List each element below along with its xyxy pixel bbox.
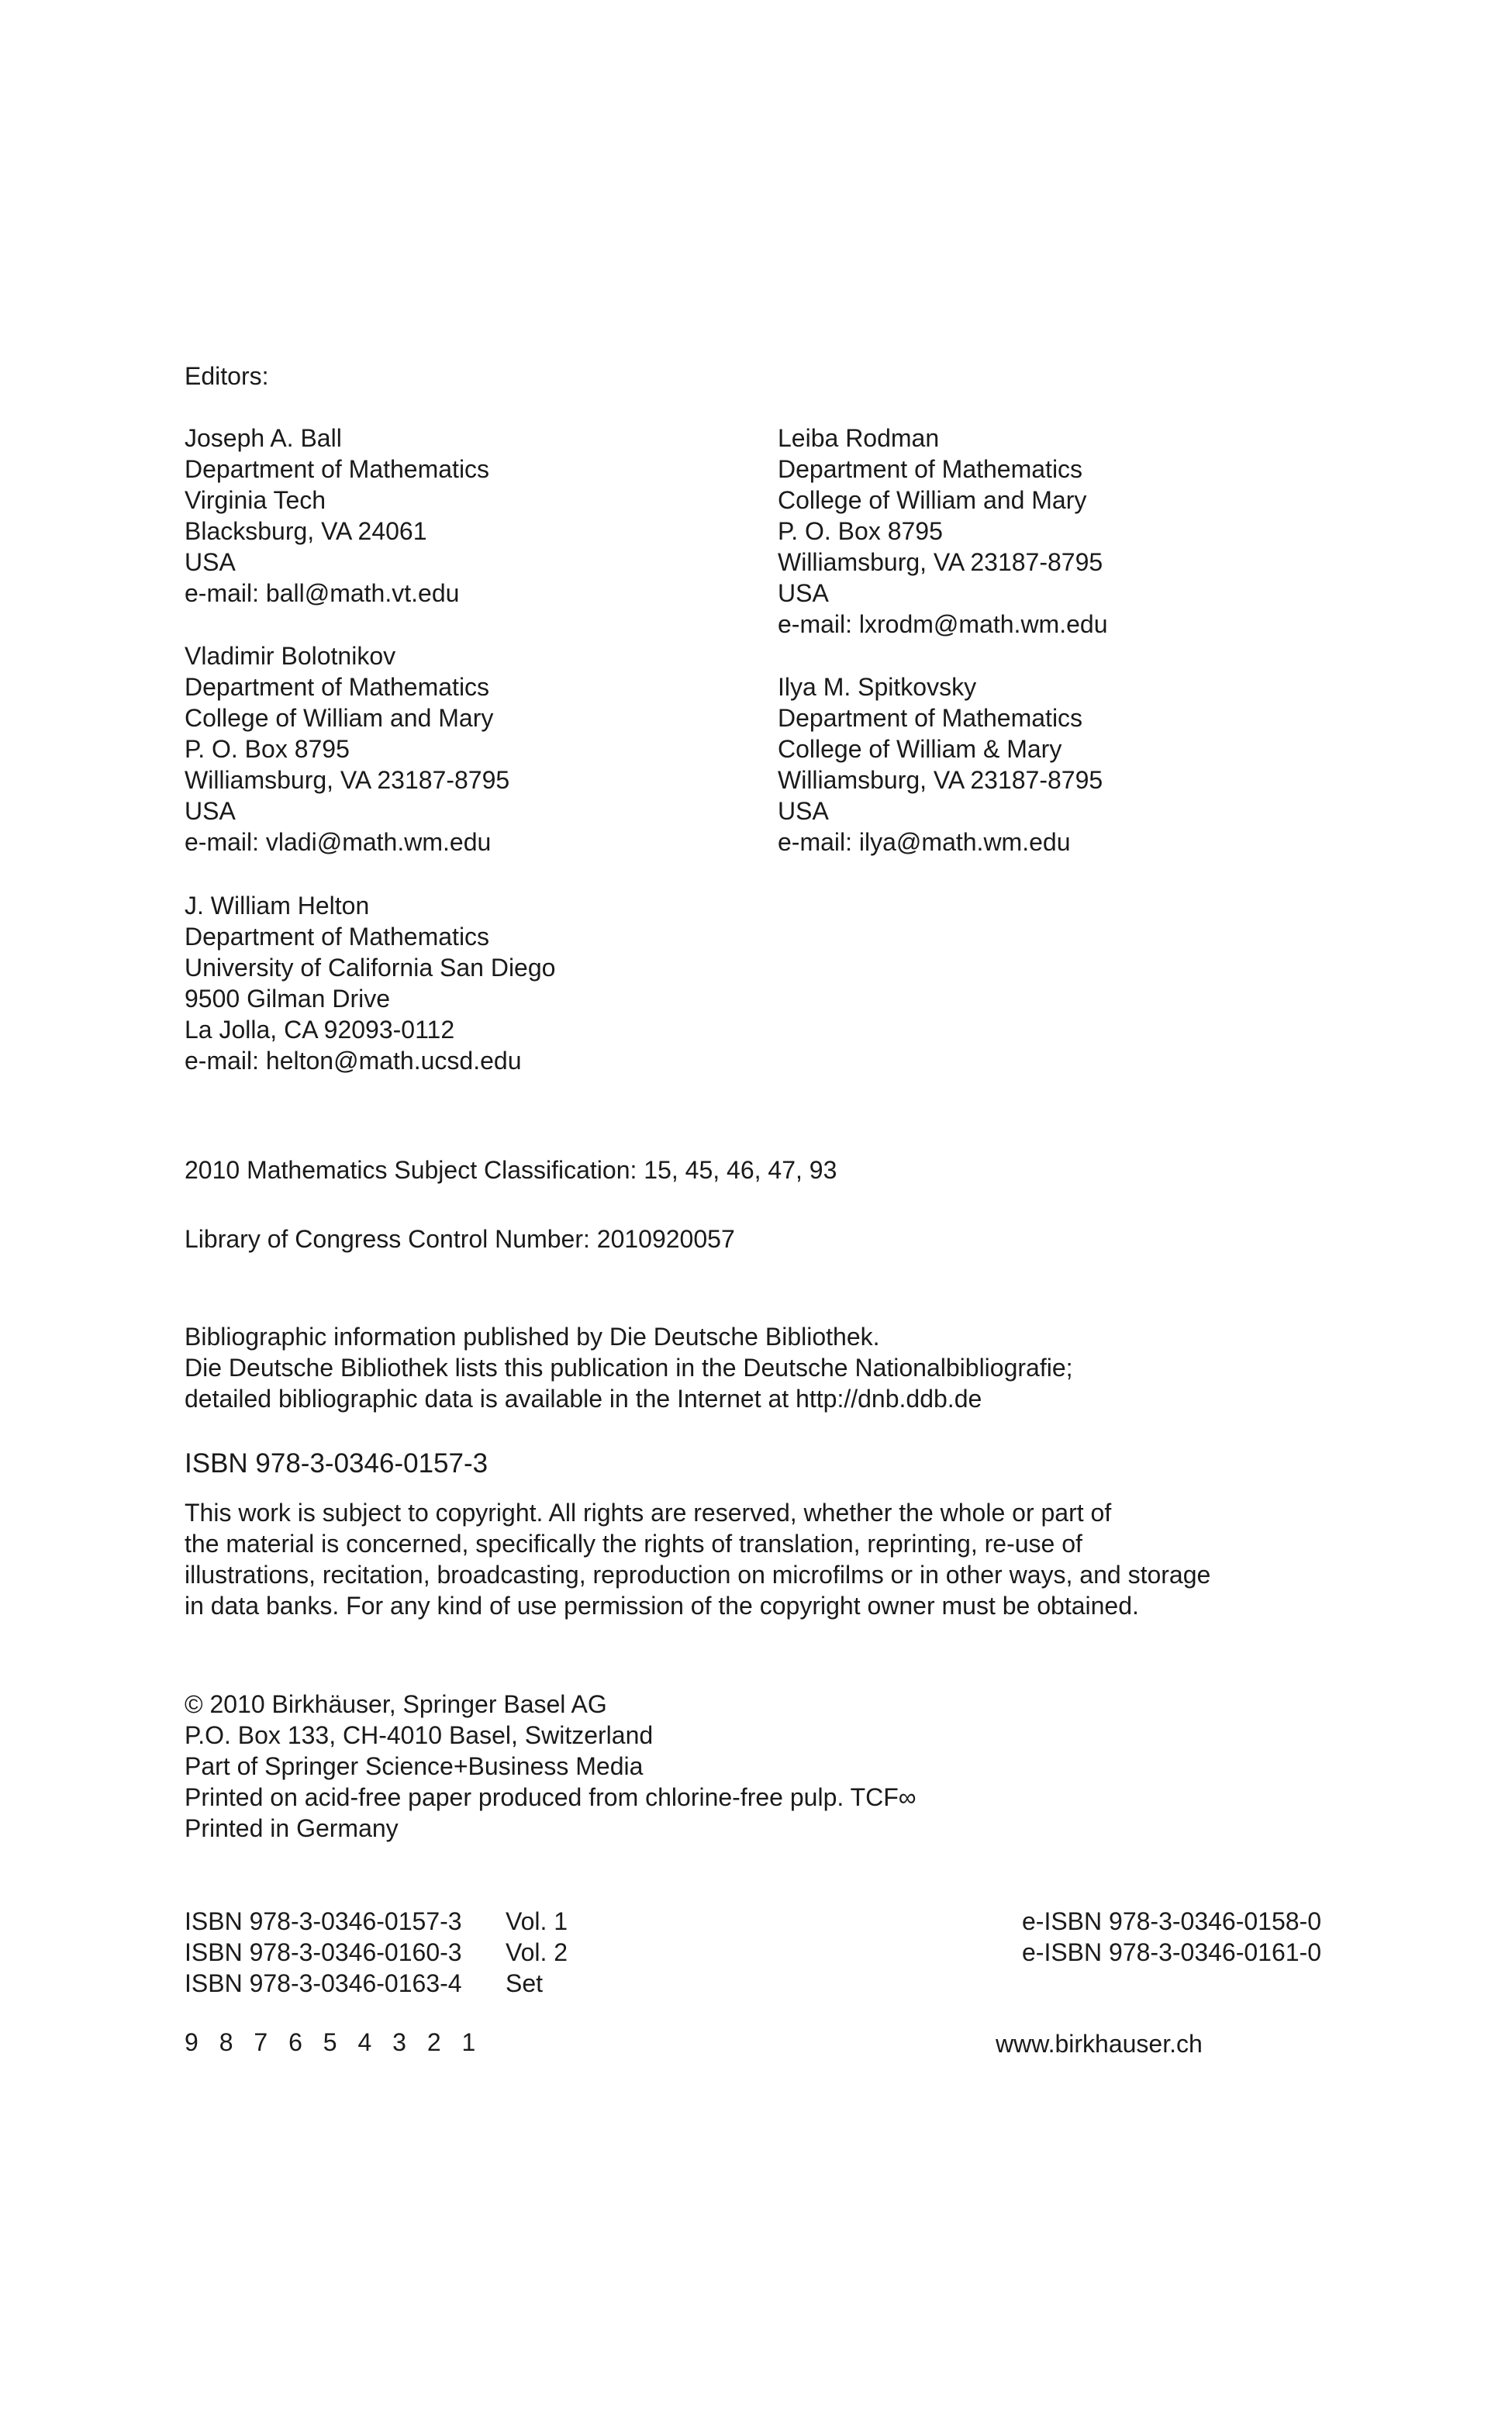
editor-email: e-mail: lxrodm@math.wm.edu xyxy=(778,610,1108,638)
editor-address-line: Blacksburg, VA 24061 xyxy=(185,517,427,545)
editor-email: e-mail: vladi@math.wm.edu xyxy=(185,828,492,856)
isbn-volume: Set xyxy=(506,1969,544,1997)
isbn-row xyxy=(185,1968,568,1999)
isbn-main: ISBN 978-3-0346-0157-3 xyxy=(185,1448,488,1479)
editor-address-line: Department of Mathematics xyxy=(185,923,490,951)
biblio-line: Bibliographic information published by Die Deutsche Bibliothek. xyxy=(185,1323,880,1351)
editor-address-line: Department of Mathematics xyxy=(778,704,1083,732)
editor-address-line: Department of Mathematics xyxy=(778,455,1083,483)
notice-line: This work is subject to copyright. All rights are reserved, whether the whole or part of xyxy=(185,1499,1112,1527)
publisher-line: Part of Springer Science+Business Media xyxy=(185,1752,644,1780)
editor-address-line: Williamsburg, VA 23187-8795 xyxy=(185,766,510,794)
isbn-number: ISBN 978-3-0346-0163-4 xyxy=(185,1969,462,1997)
editor-name: Ilya M. Spitkovsky xyxy=(778,673,977,701)
editor-address-line: P. O. Box 8795 xyxy=(185,735,350,763)
editor-address-line: Department of Mathematics xyxy=(185,673,490,701)
bibliographic-info xyxy=(185,1321,1073,1414)
editor-address-line: Williamsburg, VA 23187-8795 xyxy=(778,548,1103,576)
editor-address-line: College of William & Mary xyxy=(778,735,1062,763)
editor-address-line: P. O. Box 8795 xyxy=(778,517,943,545)
editor-name: Leiba Rodman xyxy=(778,424,940,452)
editor-address-line: La Jolla, CA 92093-0112 xyxy=(185,1016,455,1044)
isbn-volume: Vol. 1 xyxy=(506,1907,568,1935)
isbn-volume: Vol. 2 xyxy=(506,1938,568,1966)
editor-name: J. William Helton xyxy=(185,892,370,920)
editor-address-line: College of William and Mary xyxy=(185,704,494,732)
editor-email: e-mail: ball@math.vt.edu xyxy=(185,579,460,607)
notice-line: illustrations, recitation, broadcasting, reproduction on microfilms or in other ways, and storage xyxy=(185,1561,1211,1589)
eisbn-number: e-ISBN 978-3-0346-0161-0 xyxy=(1021,1938,1321,1966)
isbn-number: ISBN 978-3-0346-0160-3 xyxy=(185,1938,462,1966)
editor-ball xyxy=(185,423,489,609)
isbn-number: ISBN 978-3-0346-0157-3 xyxy=(185,1907,462,1935)
isbn-row xyxy=(185,1937,568,1968)
publisher-line: © 2010 Birkhäuser, Springer Basel AG xyxy=(185,1690,607,1718)
publisher-info xyxy=(185,1689,917,1844)
lccn: Library of Congress Control Number: 2010920057 xyxy=(185,1225,735,1253)
editor-bolotnikov xyxy=(185,640,509,858)
editor-address-line: Williamsburg, VA 23187-8795 xyxy=(778,766,1103,794)
editor-name: Vladimir Bolotnikov xyxy=(185,642,396,670)
editor-email: e-mail: ilya@math.wm.edu xyxy=(778,828,1071,856)
isbn-list xyxy=(185,1906,568,1999)
editor-email: e-mail: helton@math.ucsd.edu xyxy=(185,1047,522,1075)
editor-name: Joseph A. Ball xyxy=(185,424,342,452)
publisher-line: Printed in Germany xyxy=(185,1814,399,1842)
editor-address-line: USA xyxy=(185,548,236,576)
editor-address-line: USA xyxy=(185,797,236,825)
editor-rodman xyxy=(778,423,1107,640)
editor-address-line: College of William and Mary xyxy=(778,486,1087,514)
editor-address-line: Virginia Tech xyxy=(185,486,326,514)
copyright-notice xyxy=(185,1497,1210,1621)
publisher-line: Printed on acid-free paper produced from chlorine-free pulp. TCF∞ xyxy=(185,1783,917,1811)
isbn-row xyxy=(185,1906,568,1937)
eisbn-list xyxy=(1022,1906,1321,1968)
editor-helton xyxy=(185,890,555,1076)
biblio-line: Die Deutsche Bibliothek lists this publication in the Deutsche Nationalbibliografie; xyxy=(185,1354,1073,1382)
editor-address-line: Department of Mathematics xyxy=(185,455,490,483)
notice-line: in data banks. For any kind of use permission of the copyright owner must be obtained. xyxy=(185,1592,1139,1620)
biblio-line: detailed bibliographic data is available in the Internet at http://dnb.ddb.de xyxy=(185,1385,982,1413)
notice-line: the material is concerned, specifically the rights of translation, reprinting, re-use of xyxy=(185,1530,1082,1558)
msc-classification: 2010 Mathematics Subject Classification: 15, 45, 46, 47, 93 xyxy=(185,1156,837,1184)
print-line: 9 8 7 6 5 4 3 2 1 xyxy=(185,2028,483,2056)
eisbn-number: e-ISBN 978-3-0346-0158-0 xyxy=(1021,1907,1321,1935)
editor-address-line: University of California San Diego xyxy=(185,954,556,982)
editor-address-line: USA xyxy=(778,579,829,607)
publisher-website: www.birkhauser.ch xyxy=(996,2030,1203,2058)
editor-address-line: USA xyxy=(778,797,829,825)
editor-spitkovsky xyxy=(778,671,1103,858)
editors-label: Editors: xyxy=(185,362,269,390)
editor-address-line: 9500 Gilman Drive xyxy=(185,985,390,1013)
publisher-line: P.O. Box 133, CH-4010 Basel, Switzerland xyxy=(185,1721,654,1749)
